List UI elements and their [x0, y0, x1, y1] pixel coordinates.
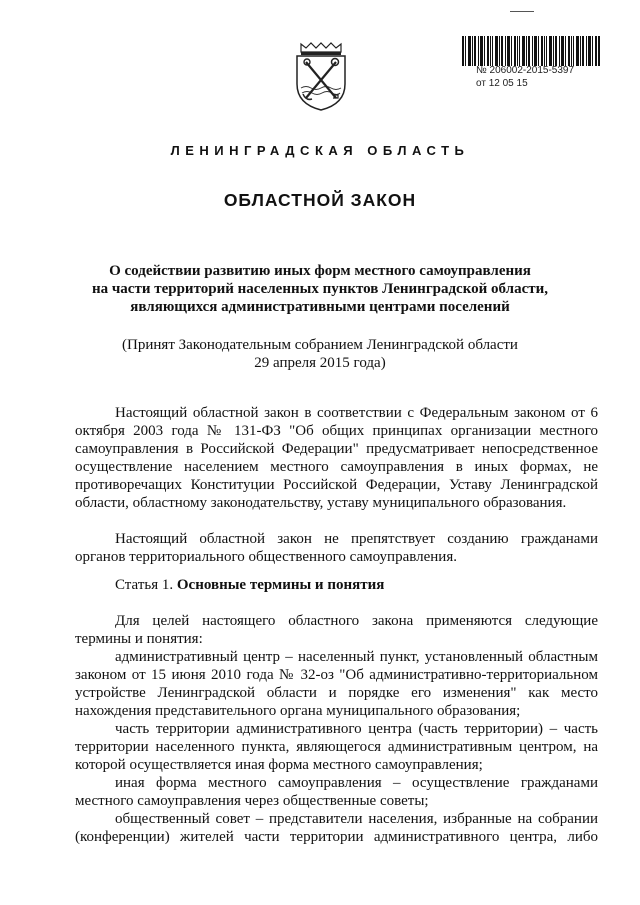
- registration-date: от 12 05 15: [476, 78, 528, 89]
- adoption-note: [60, 336, 580, 372]
- barcode-icon: [462, 36, 600, 66]
- adoption-note-line: (Принят Законодательным собранием Ленинградской области: [122, 337, 518, 353]
- coat-of-arms-icon: [291, 40, 351, 112]
- law-title-line: на части территорий населенных пунктов Ленинградской области,: [91, 281, 549, 297]
- preamble-paragraph: Настоящий областной закон не препятствует созданию гражданами органов территориального общественного самоуправления.: [75, 531, 598, 565]
- document-type-heading: ОБЛАСТНОЙ ЗАКОН: [223, 190, 417, 210]
- preamble-paragraph: Настоящий областной закон в соответствии с Федеральным законом от 6 октября 2003 года № 131-ФЗ "Об общих принципах организации местного самоуправления в Российской Федерации" предусматривает непосредственное осуществление населением местного самоуправления в иных формах, не противоречащих Конституции Российской Федерации, Уставу Ленинградской области, областному законодательству, уставу муниципального образования.: [75, 405, 598, 511]
- region-heading: ЛЕНИНГРАДСКАЯ ОБЛАСТЬ: [170, 143, 470, 158]
- article-title: Основные термины и понятия: [176, 577, 385, 593]
- registration-number: № 206002-2015-5397: [476, 65, 575, 76]
- term-definition: часть территории административного центра (часть территории) – часть территории населенного пункта, являющегося административным центром, на которой осуществляется иная форма местного самоуправления;: [75, 721, 598, 773]
- article-heading: [115, 576, 384, 594]
- term-definition: иная форма местного самоуправления – осуществление гражданами местного самоуправления через общественные советы;: [75, 775, 598, 809]
- term-definition: общественный совет – представители населения, избранные на собрании (конференции) жителей части территории административного центра, либо: [75, 811, 598, 845]
- term-definition: административный центр – населенный пункт, установленный областным законом от 15 июня 2010 года № 32-оз "Об административно-территориальном устройстве Ленинградской области и порядке его изменения" как место нахождения представительного органа муниципального образования;: [75, 649, 598, 719]
- law-title-line: О содействии развитию иных форм местного самоуправления: [109, 263, 531, 279]
- article-number: Статья 1.: [115, 577, 174, 593]
- law-title-line: являющихся административными центрами поселений: [130, 299, 510, 315]
- law-title: [60, 262, 580, 316]
- adoption-note-line: 29 апреля 2015 года): [254, 355, 386, 371]
- scan-mark: [510, 11, 534, 12]
- article-intro: Для целей настоящего областного закона применяются следующие термины и понятия:: [75, 613, 598, 647]
